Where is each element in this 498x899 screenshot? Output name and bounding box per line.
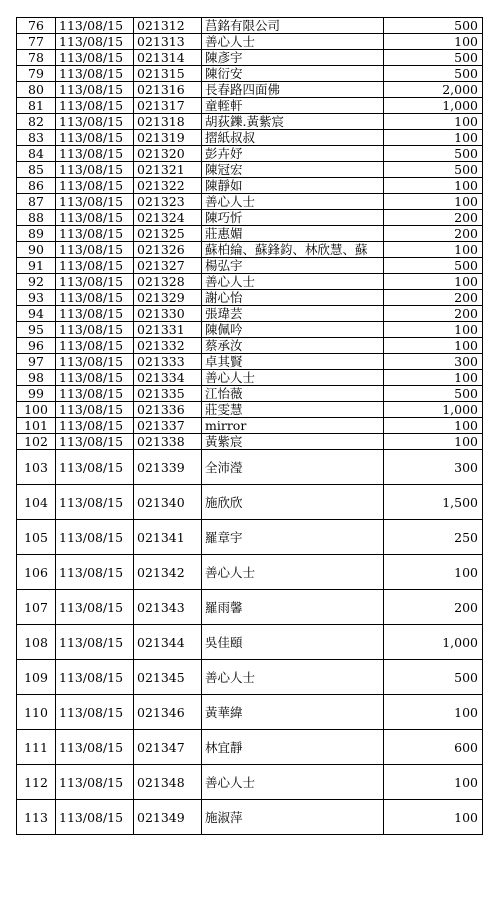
donation-amount: 200 [384, 590, 483, 625]
receipt-number: 021346 [134, 695, 202, 730]
table-row [17, 695, 483, 730]
table-row [17, 114, 483, 130]
donation-amount: 500 [384, 660, 483, 695]
donation-date: 113/08/15 [56, 520, 134, 555]
donation-table [16, 17, 483, 835]
donation-amount: 100 [384, 555, 483, 590]
row-number: 95 [17, 322, 56, 338]
donation-date: 113/08/15 [56, 800, 134, 835]
row-number: 81 [17, 98, 56, 114]
receipt-number: 021337 [134, 418, 202, 434]
row-number: 82 [17, 114, 56, 130]
row-number: 103 [17, 450, 56, 485]
donation-date: 113/08/15 [56, 485, 134, 520]
table-row [17, 18, 483, 34]
donation-date: 113/08/15 [56, 434, 134, 450]
donor-name: 施欣欣 [202, 485, 384, 520]
row-number: 97 [17, 354, 56, 370]
row-number: 99 [17, 386, 56, 402]
receipt-number: 021335 [134, 386, 202, 402]
table-row [17, 82, 483, 98]
table-row [17, 178, 483, 194]
donor-name: 施淑萍 [202, 800, 384, 835]
donation-amount: 1,000 [384, 402, 483, 418]
row-number: 90 [17, 242, 56, 258]
donation-amount: 100 [384, 34, 483, 50]
receipt-number: 021330 [134, 306, 202, 322]
donor-name: 童輊軒 [202, 98, 384, 114]
table-row [17, 765, 483, 800]
table-row [17, 306, 483, 322]
donor-name: 江怡薇 [202, 386, 384, 402]
donor-name: 陳衍安 [202, 66, 384, 82]
row-number: 85 [17, 162, 56, 178]
row-number: 93 [17, 290, 56, 306]
table-row [17, 98, 483, 114]
row-number: 106 [17, 555, 56, 590]
row-number: 78 [17, 50, 56, 66]
donation-amount: 500 [384, 146, 483, 162]
donation-date: 113/08/15 [56, 660, 134, 695]
table-row [17, 322, 483, 338]
donation-amount: 500 [384, 18, 483, 34]
donor-name: 黃紫宸 [202, 434, 384, 450]
receipt-number: 021317 [134, 98, 202, 114]
row-number: 113 [17, 800, 56, 835]
table-row [17, 370, 483, 386]
donor-name: 陳彥宇 [202, 50, 384, 66]
row-number: 91 [17, 258, 56, 274]
donation-amount: 100 [384, 194, 483, 210]
donation-date: 113/08/15 [56, 354, 134, 370]
donor-name: mirror [202, 418, 384, 434]
donation-amount: 500 [384, 386, 483, 402]
donation-date: 113/08/15 [56, 18, 134, 34]
donation-date: 113/08/15 [56, 765, 134, 800]
row-number: 102 [17, 434, 56, 450]
donation-date: 113/08/15 [56, 695, 134, 730]
receipt-number: 021342 [134, 555, 202, 590]
donation-amount: 200 [384, 306, 483, 322]
donor-name: 摺紙叔叔 [202, 130, 384, 146]
donation-amount: 500 [384, 50, 483, 66]
table-row [17, 162, 483, 178]
donation-amount: 100 [384, 178, 483, 194]
table-row [17, 555, 483, 590]
donation-date: 113/08/15 [56, 450, 134, 485]
row-number: 110 [17, 695, 56, 730]
table-row [17, 450, 483, 485]
donation-date: 113/08/15 [56, 226, 134, 242]
donation-date: 113/08/15 [56, 162, 134, 178]
receipt-number: 021329 [134, 290, 202, 306]
donor-name: 善心人士 [202, 765, 384, 800]
row-number: 86 [17, 178, 56, 194]
donor-name: 張瑋芸 [202, 306, 384, 322]
donation-amount: 100 [384, 370, 483, 386]
donation-amount: 100 [384, 434, 483, 450]
donation-amount: 100 [384, 338, 483, 354]
row-number: 77 [17, 34, 56, 50]
donation-date: 113/08/15 [56, 290, 134, 306]
table-row [17, 274, 483, 290]
receipt-number: 021321 [134, 162, 202, 178]
donor-name: 善心人士 [202, 370, 384, 386]
donor-name: 善心人士 [202, 194, 384, 210]
donor-name: 善心人士 [202, 555, 384, 590]
table-row [17, 625, 483, 660]
row-number: 107 [17, 590, 56, 625]
donor-name: 楊弘宇 [202, 258, 384, 274]
donation-date: 113/08/15 [56, 730, 134, 765]
receipt-number: 021325 [134, 226, 202, 242]
donation-date: 113/08/15 [56, 210, 134, 226]
donation-date: 113/08/15 [56, 130, 134, 146]
table-row [17, 660, 483, 695]
donation-date: 113/08/15 [56, 590, 134, 625]
table-row [17, 290, 483, 306]
donation-date: 113/08/15 [56, 370, 134, 386]
receipt-number: 021340 [134, 485, 202, 520]
donation-amount: 100 [384, 114, 483, 130]
donation-amount: 600 [384, 730, 483, 765]
donor-name: 卓其賢 [202, 354, 384, 370]
receipt-number: 021315 [134, 66, 202, 82]
donor-name: 莊雯慧 [202, 402, 384, 418]
row-number: 88 [17, 210, 56, 226]
donor-name: 陳巧忻 [202, 210, 384, 226]
donation-date: 113/08/15 [56, 178, 134, 194]
donation-date: 113/08/15 [56, 258, 134, 274]
table-row [17, 354, 483, 370]
receipt-number: 021326 [134, 242, 202, 258]
table-row [17, 590, 483, 625]
donation-amount: 200 [384, 290, 483, 306]
donation-amount: 100 [384, 800, 483, 835]
donor-name: 陳佩吟 [202, 322, 384, 338]
donor-name: 莒銘有限公司 [202, 18, 384, 34]
row-number: 92 [17, 274, 56, 290]
receipt-number: 021341 [134, 520, 202, 555]
table-row [17, 242, 483, 258]
row-number: 101 [17, 418, 56, 434]
donation-amount: 1,000 [384, 625, 483, 660]
table-row [17, 66, 483, 82]
donation-date: 113/08/15 [56, 625, 134, 660]
table-row [17, 50, 483, 66]
row-number: 98 [17, 370, 56, 386]
donation-date: 113/08/15 [56, 274, 134, 290]
table-row [17, 418, 483, 434]
receipt-number: 021319 [134, 130, 202, 146]
donation-date: 113/08/15 [56, 34, 134, 50]
donation-amount: 100 [384, 765, 483, 800]
donation-date: 113/08/15 [56, 66, 134, 82]
receipt-number: 021336 [134, 402, 202, 418]
donation-amount: 100 [384, 418, 483, 434]
row-number: 96 [17, 338, 56, 354]
donor-name: 陳冠宏 [202, 162, 384, 178]
donor-name: 黃華緯 [202, 695, 384, 730]
donation-date: 113/08/15 [56, 242, 134, 258]
donation-date: 113/08/15 [56, 322, 134, 338]
row-number: 89 [17, 226, 56, 242]
receipt-number: 021313 [134, 34, 202, 50]
donation-amount: 100 [384, 130, 483, 146]
row-number: 112 [17, 765, 56, 800]
table-row [17, 434, 483, 450]
donation-amount: 100 [384, 695, 483, 730]
table-row [17, 485, 483, 520]
donation-amount: 200 [384, 226, 483, 242]
row-number: 84 [17, 146, 56, 162]
receipt-number: 021332 [134, 338, 202, 354]
table-row [17, 386, 483, 402]
receipt-number: 021322 [134, 178, 202, 194]
donation-date: 113/08/15 [56, 338, 134, 354]
donation-table-body [17, 18, 483, 835]
donation-amount: 100 [384, 274, 483, 290]
donor-name: 善心人士 [202, 34, 384, 50]
donor-name: 吳佳頤 [202, 625, 384, 660]
table-row [17, 146, 483, 162]
donation-date: 113/08/15 [56, 146, 134, 162]
donor-name: 莊惠媚 [202, 226, 384, 242]
table-row [17, 338, 483, 354]
table-row [17, 258, 483, 274]
receipt-number: 021348 [134, 765, 202, 800]
table-row [17, 210, 483, 226]
receipt-number: 021334 [134, 370, 202, 386]
receipt-number: 021320 [134, 146, 202, 162]
receipt-number: 021318 [134, 114, 202, 130]
table-row [17, 730, 483, 765]
table-row [17, 34, 483, 50]
donation-amount: 500 [384, 258, 483, 274]
receipt-number: 021344 [134, 625, 202, 660]
donation-amount: 1,500 [384, 485, 483, 520]
donation-amount: 100 [384, 322, 483, 338]
donor-name: 陳靜如 [202, 178, 384, 194]
donor-name: 長春路四面佛 [202, 82, 384, 98]
donation-amount: 1,000 [384, 98, 483, 114]
row-number: 83 [17, 130, 56, 146]
donor-name: 羅雨馨 [202, 590, 384, 625]
donation-date: 113/08/15 [56, 98, 134, 114]
receipt-number: 021316 [134, 82, 202, 98]
receipt-number: 021323 [134, 194, 202, 210]
donor-name: 胡荻鑠.黃紫宸 [202, 114, 384, 130]
receipt-number: 021338 [134, 434, 202, 450]
donation-date: 113/08/15 [56, 194, 134, 210]
row-number: 94 [17, 306, 56, 322]
table-row [17, 520, 483, 555]
donation-amount: 500 [384, 162, 483, 178]
donation-amount: 2,000 [384, 82, 483, 98]
donation-date: 113/08/15 [56, 114, 134, 130]
table-row [17, 226, 483, 242]
row-number: 111 [17, 730, 56, 765]
donation-amount: 250 [384, 520, 483, 555]
row-number: 87 [17, 194, 56, 210]
donation-date: 113/08/15 [56, 418, 134, 434]
row-number: 100 [17, 402, 56, 418]
donation-date: 113/08/15 [56, 555, 134, 590]
donor-name: 善心人士 [202, 274, 384, 290]
receipt-number: 021333 [134, 354, 202, 370]
receipt-number: 021328 [134, 274, 202, 290]
receipt-number: 021347 [134, 730, 202, 765]
donation-date: 113/08/15 [56, 50, 134, 66]
receipt-number: 021349 [134, 800, 202, 835]
donation-amount: 300 [384, 450, 483, 485]
table-row [17, 800, 483, 835]
donation-date: 113/08/15 [56, 386, 134, 402]
receipt-number: 021345 [134, 660, 202, 695]
donor-name: 謝心怡 [202, 290, 384, 306]
row-number: 79 [17, 66, 56, 82]
row-number: 108 [17, 625, 56, 660]
table-row [17, 130, 483, 146]
row-number: 105 [17, 520, 56, 555]
row-number: 80 [17, 82, 56, 98]
receipt-number: 021343 [134, 590, 202, 625]
donation-amount: 100 [384, 242, 483, 258]
receipt-number: 021314 [134, 50, 202, 66]
donor-name: 全沛瀅 [202, 450, 384, 485]
receipt-number: 021324 [134, 210, 202, 226]
receipt-number: 021312 [134, 18, 202, 34]
donation-date: 113/08/15 [56, 306, 134, 322]
row-number: 109 [17, 660, 56, 695]
row-number: 76 [17, 18, 56, 34]
receipt-number: 021327 [134, 258, 202, 274]
table-row [17, 194, 483, 210]
receipt-number: 021339 [134, 450, 202, 485]
donor-name: 彭卉妤 [202, 146, 384, 162]
donor-name: 蘇柏綸、蘇鋒鈞、林欣慧、蘇 [202, 242, 384, 258]
donor-name: 羅章宇 [202, 520, 384, 555]
donation-date: 113/08/15 [56, 402, 134, 418]
donor-name: 蔡承汝 [202, 338, 384, 354]
donor-name: 善心人士 [202, 660, 384, 695]
donation-amount: 300 [384, 354, 483, 370]
row-number: 104 [17, 485, 56, 520]
donation-date: 113/08/15 [56, 82, 134, 98]
table-row [17, 402, 483, 418]
receipt-number: 021331 [134, 322, 202, 338]
donation-amount: 200 [384, 210, 483, 226]
donation-amount: 500 [384, 66, 483, 82]
donor-name: 林宜靜 [202, 730, 384, 765]
